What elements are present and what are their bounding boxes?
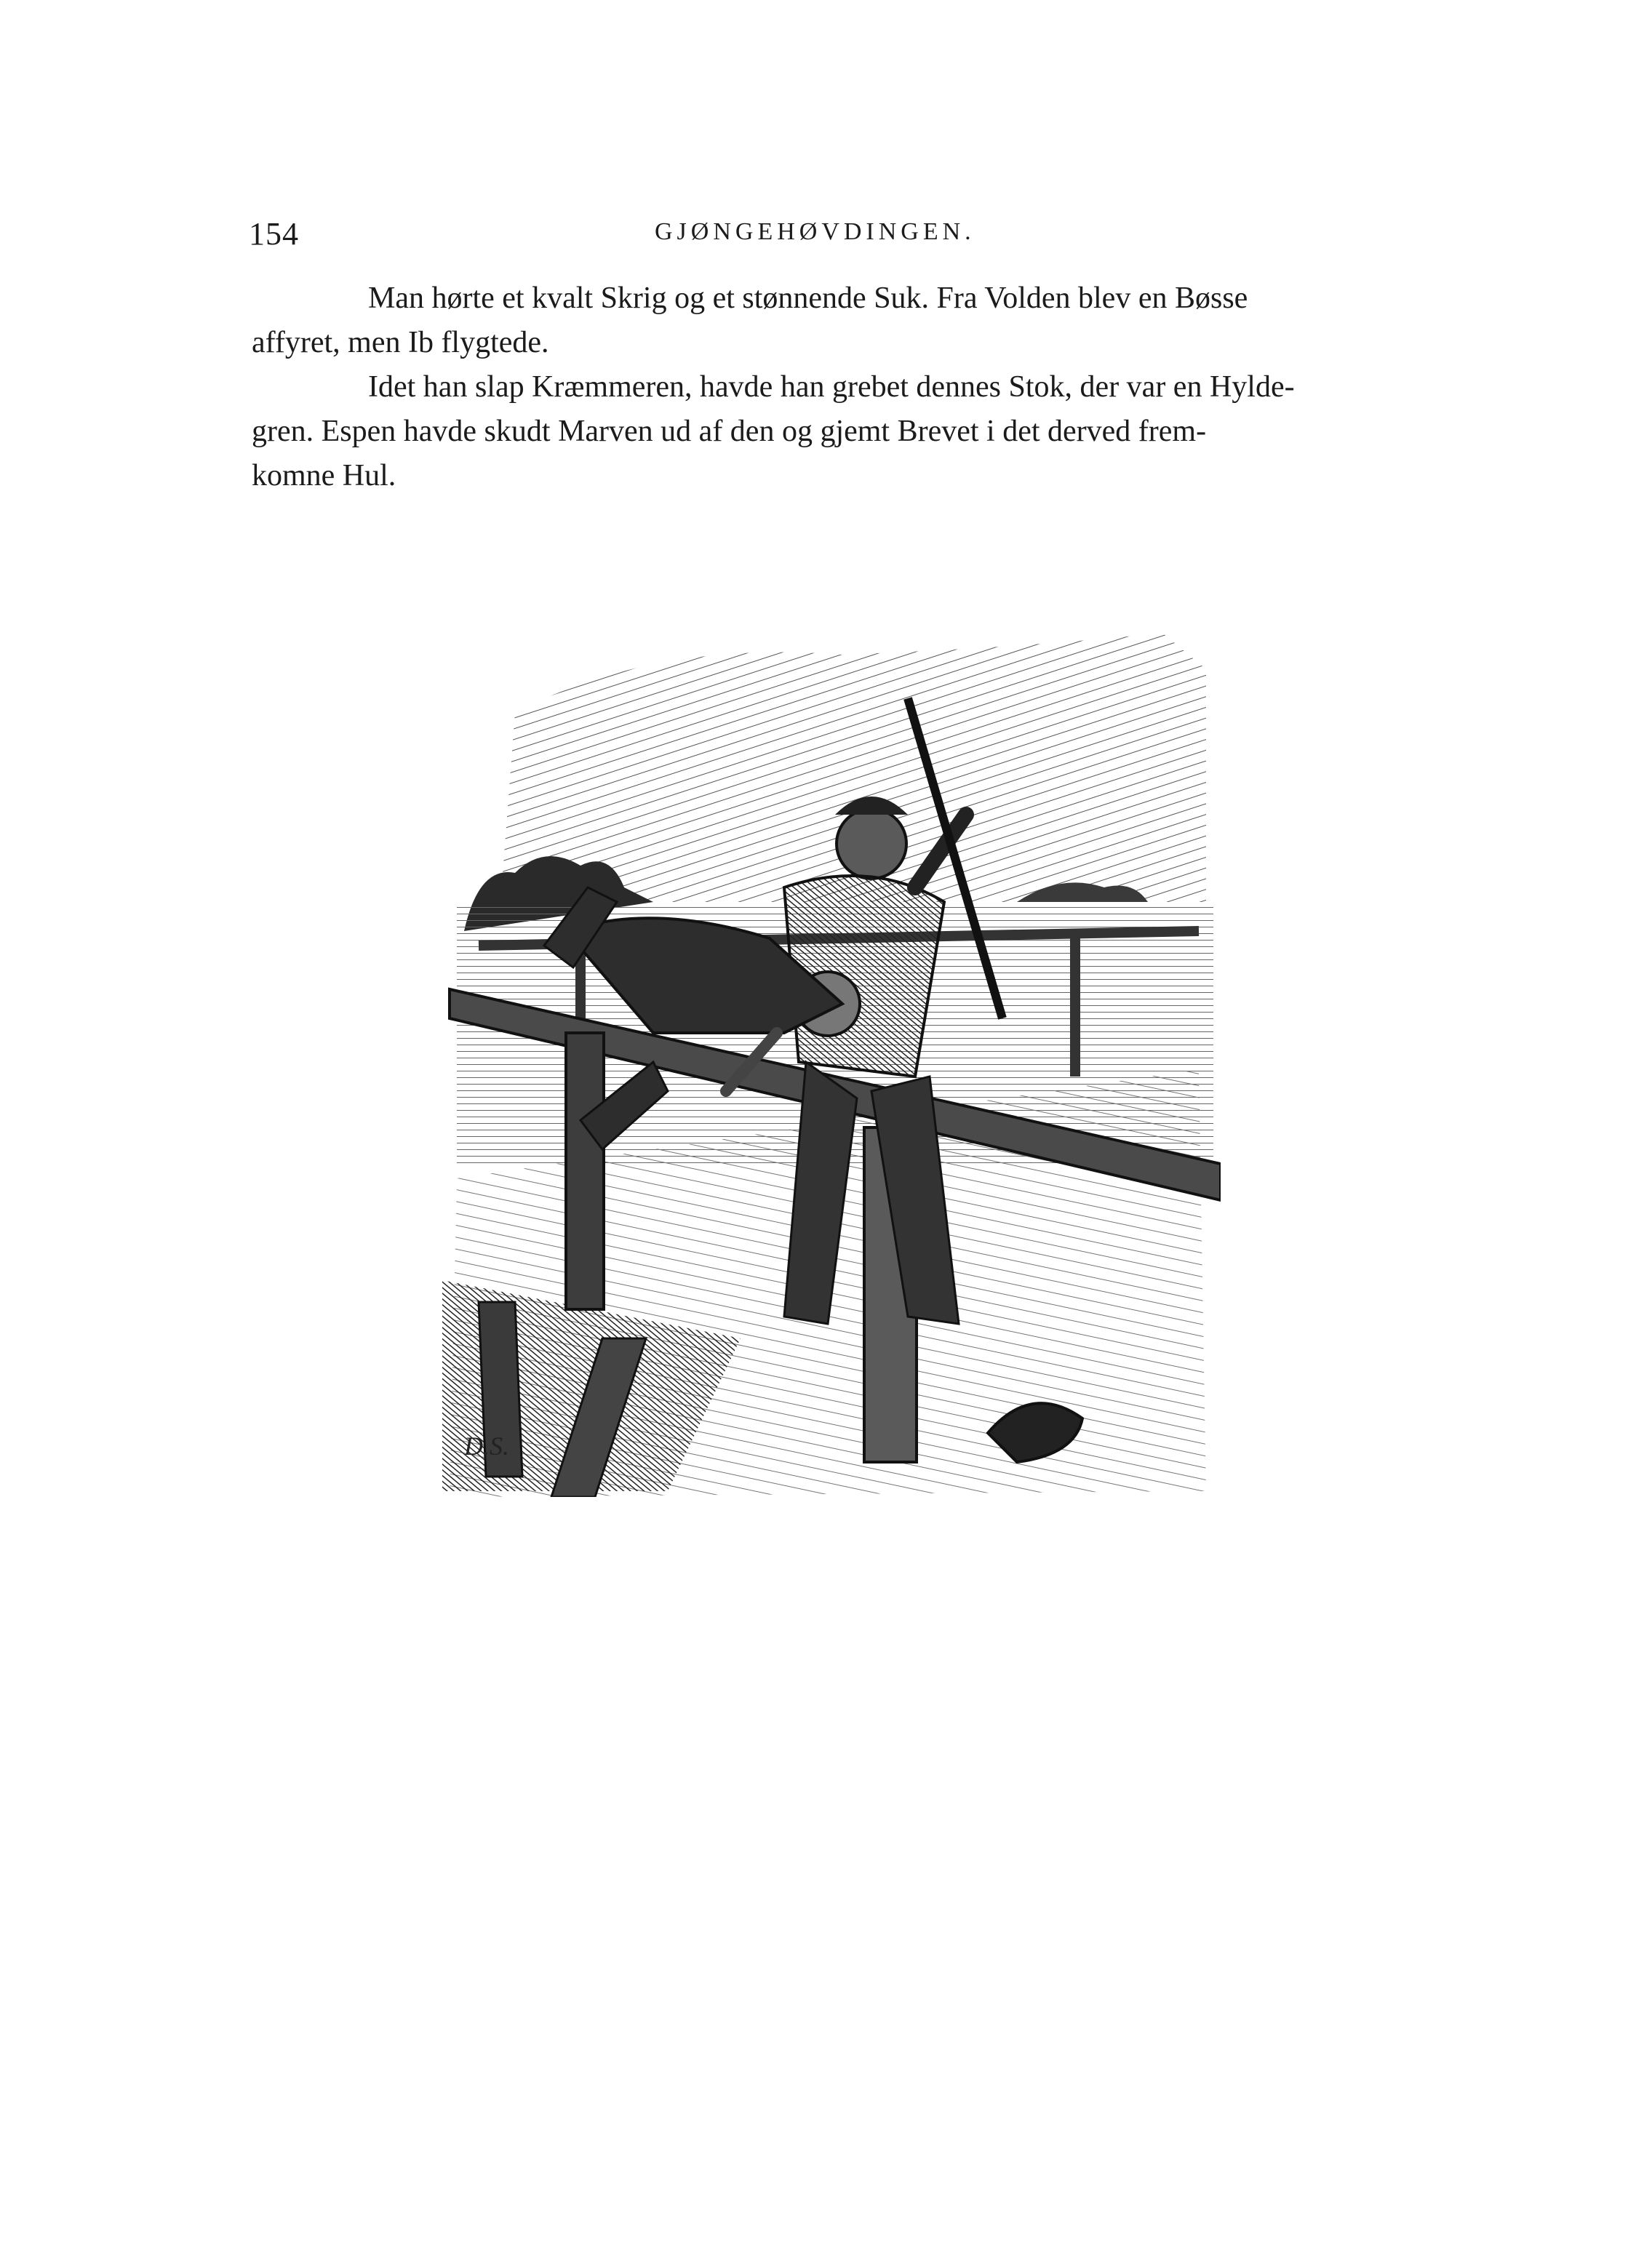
- text-line: Idet han slap Kræmmeren, havde han grebet dennes Stok, der var en Hylde-: [368, 370, 1295, 404]
- paragraph-2: [252, 365, 1395, 498]
- running-title: GJØNGEHØVDINGEN.: [655, 218, 975, 245]
- text-line: gren. Espen havde skudt Marven ud af den og gjemt Brevet i det derved frem-: [252, 415, 1207, 448]
- engraving-drawing: [435, 626, 1221, 1497]
- text-line: Man hørte et kvalt Skrig og et stønnende Suk. Fra Volden blev en Bøsse: [368, 281, 1248, 315]
- text-line: komne Hul.: [252, 459, 396, 492]
- page-number: 154: [249, 216, 299, 252]
- body-text: [252, 276, 1395, 498]
- railing-post: [566, 1033, 604, 1309]
- text-line: affyret, men Ib flygtede.: [252, 326, 549, 359]
- artist-signature: D.S.: [464, 1432, 509, 1461]
- paragraph-1: [252, 276, 1395, 365]
- engraving-illustration: [435, 626, 1221, 1497]
